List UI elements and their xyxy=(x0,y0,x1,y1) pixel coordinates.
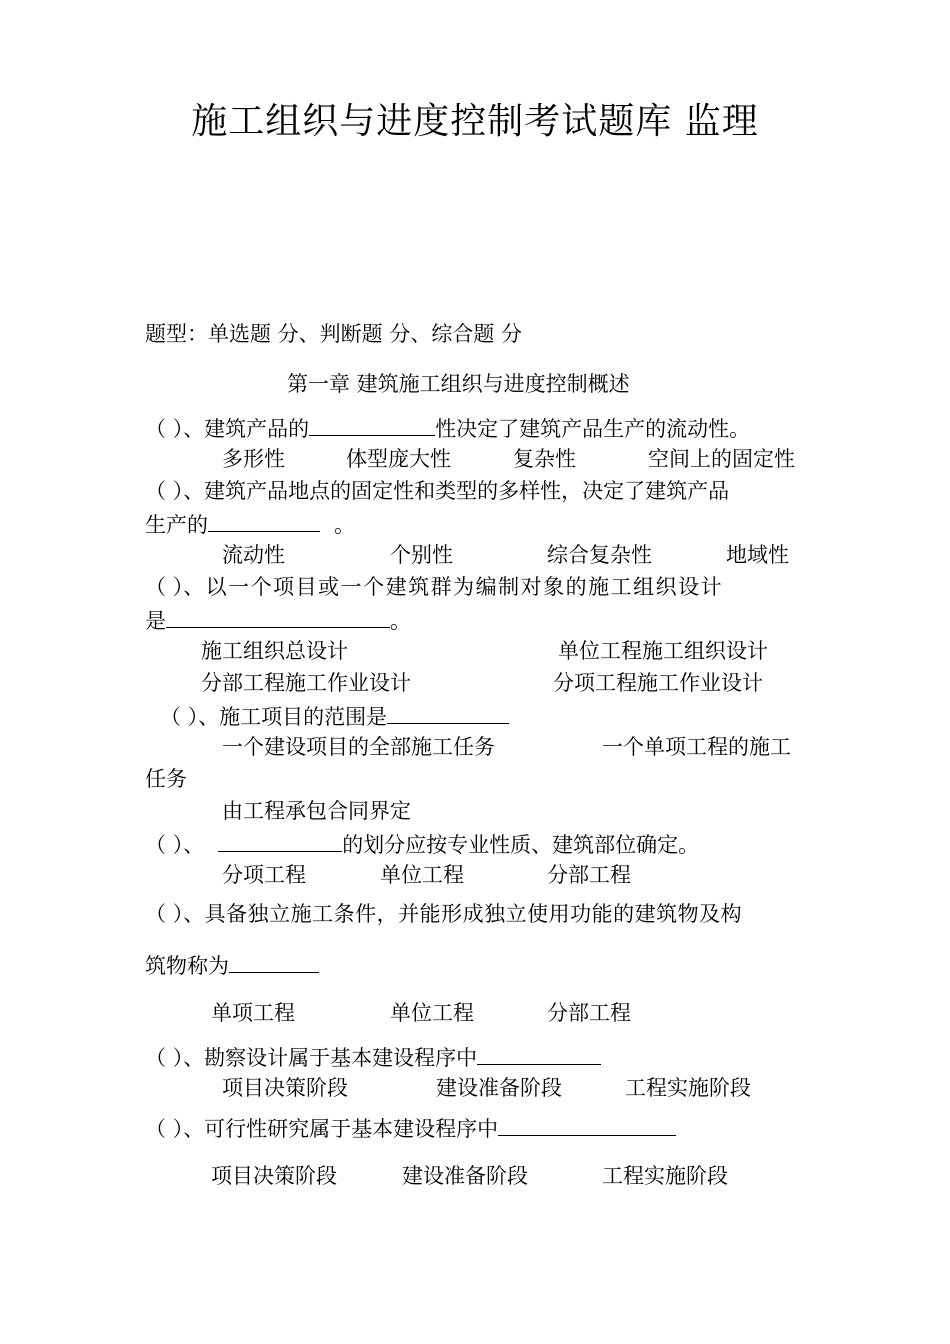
option: 建设准备阶段 xyxy=(436,1076,562,1100)
blank-line xyxy=(208,511,320,532)
blank-line xyxy=(498,1115,676,1136)
question-text: 。 xyxy=(334,513,355,537)
question-5 xyxy=(145,831,699,857)
question-8 xyxy=(145,1115,676,1141)
option: 分部工程 xyxy=(547,1001,631,1025)
option: 单位工程 xyxy=(380,863,464,887)
answer-bracket: （ ） xyxy=(160,705,199,729)
blank-line xyxy=(387,703,509,724)
question-6 xyxy=(145,902,742,926)
option: 多形性 xyxy=(222,447,285,471)
blank-line xyxy=(166,607,390,628)
option: 体型庞大性 xyxy=(346,447,451,471)
option: 流动性 xyxy=(222,543,285,567)
option: 复杂性 xyxy=(513,447,576,471)
answer-bracket: （ ） xyxy=(145,417,184,441)
question-text: 的划分应按专业性质、建筑部位确定。 xyxy=(342,833,700,857)
option: 建设准备阶段 xyxy=(402,1164,528,1188)
answer-bracket: （ ） xyxy=(145,575,184,599)
option-continuation: 任务 xyxy=(145,767,187,791)
question-text: 、建筑产品的 xyxy=(183,417,310,441)
question-text: 、具备独立施工条件，并能形成独立使用功能的建筑物及构 xyxy=(183,902,743,926)
question-text: 、以一个项目或一个建筑群为编制对象的施工组织设计 xyxy=(183,575,724,599)
question-text: 、施工项目的范围是 xyxy=(198,705,388,729)
answer-bracket: （ ） xyxy=(145,902,184,926)
option: 分部工程施工作业设计 xyxy=(201,671,411,695)
option: 分项工程 xyxy=(222,863,306,887)
question-2 xyxy=(145,479,729,503)
option: 单位工程 xyxy=(390,1001,474,1025)
question-text: 、勘察设计属于基本建设程序中 xyxy=(183,1046,478,1070)
option: 分部工程 xyxy=(547,863,631,887)
question-3 xyxy=(145,575,723,599)
answer-bracket: （ ） xyxy=(145,833,184,857)
blank-line xyxy=(218,831,342,852)
blank-line xyxy=(477,1044,601,1065)
blank-line xyxy=(309,415,435,436)
option: 由工程承包合同界定 xyxy=(222,799,411,823)
option: 空间上的固定性 xyxy=(648,447,795,471)
question-1 xyxy=(145,415,750,441)
question-text: 、可行性研究属于基本建设程序中 xyxy=(183,1117,499,1141)
option: 一个单项工程的施工 xyxy=(602,735,791,759)
option: 分项工程施工作业设计 xyxy=(553,671,763,695)
answer-bracket: （ ） xyxy=(145,1046,184,1070)
question-6-cont xyxy=(145,952,319,978)
option: 综合复杂性 xyxy=(547,543,652,567)
option: 工程实施阶段 xyxy=(625,1076,751,1100)
question-4 xyxy=(160,703,509,729)
question-3-cont xyxy=(145,607,411,633)
option: 个别性 xyxy=(390,543,453,567)
question-text: 、 xyxy=(183,833,205,857)
question-text: 筑物称为 xyxy=(145,954,229,978)
document-title: 施工组织与进度控制考试题库 监理 xyxy=(191,101,759,142)
question-2-cont xyxy=(145,511,355,537)
question-text: 、建筑产品地点的固定性和类型的多样性，决定了建筑产品 xyxy=(183,479,730,503)
blank-line xyxy=(229,952,319,973)
question-text: 性决定了建筑产品生产的流动性。 xyxy=(435,417,751,441)
question-text: 是 xyxy=(145,609,166,633)
answer-bracket: （ ） xyxy=(145,1117,184,1141)
question-text: 。 xyxy=(390,609,411,633)
answer-bracket: （ ） xyxy=(145,479,184,503)
option: 施工组织总设计 xyxy=(201,639,348,663)
option: 项目决策阶段 xyxy=(222,1076,348,1100)
option: 项目决策阶段 xyxy=(211,1164,337,1188)
question-types-line: 题型：单选题 分、判断题 分、综合题 分 xyxy=(145,322,523,346)
question-7 xyxy=(145,1044,601,1070)
question-text: 生产的 xyxy=(145,513,208,537)
chapter-heading: 第一章 建筑施工组织与进度控制概述 xyxy=(287,372,630,396)
option: 工程实施阶段 xyxy=(602,1164,728,1188)
option: 单项工程 xyxy=(211,1001,295,1025)
option: 地域性 xyxy=(726,543,789,567)
option: 一个建设项目的全部施工任务 xyxy=(222,735,495,759)
option: 单位工程施工组织设计 xyxy=(558,639,768,663)
